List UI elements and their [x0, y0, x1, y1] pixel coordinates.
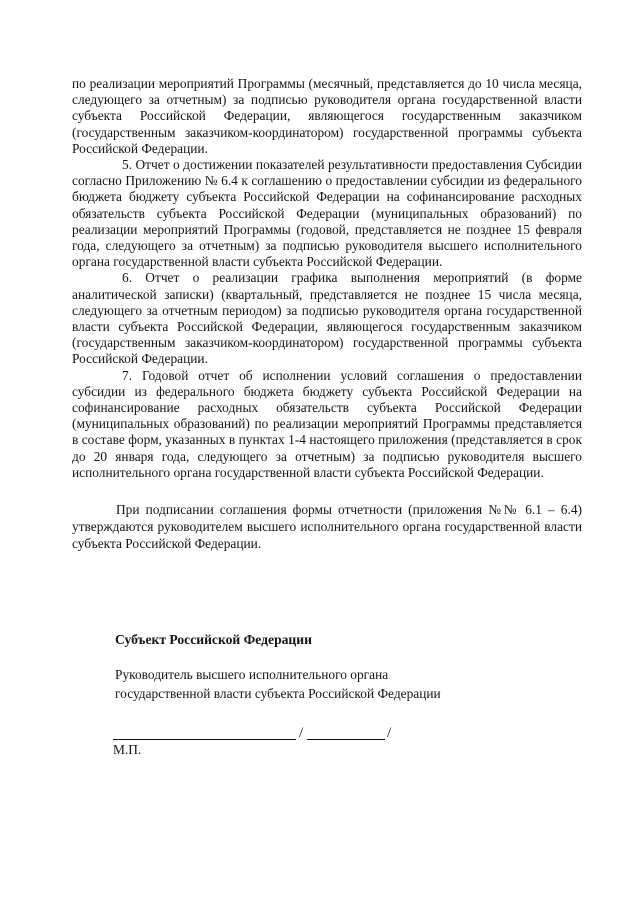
- signatory-title-line-1: Руководитель высшего исполнительного органа: [115, 667, 389, 682]
- approval-note: При подписании соглашения формы отчетности (приложения №№ 6.1 – 6.4) утверждаются руководителем высшего исполнительного органа государственной власти субъекта Российской Федерации.: [72, 502, 582, 552]
- signatory-title-line-2: государственной власти субъекта Российской Федерации: [115, 686, 441, 701]
- paragraph-gap: [72, 481, 582, 501]
- item-5-paragraph: 5. Отчет о достижении показателей результативности предоставления Субсидии согласно Приложению № 6.4 к соглашению о предоставлении субсидии из федерального бюджета бюджету субъекта Российской Федерации на софинансирование расходных обязательств субъекта Российской Федерации (муниципальных образований) по реализации мероприятий Программы (годовой, представляется не позднее 15 февраля года, следующего за отчетным) за подписью руководителя высшего исполнительного органа государственной власти субъекта Российской Федерации.: [72, 157, 582, 270]
- item-7-paragraph: 7. Годовой отчет об исполнении условий соглашения о предоставлении субсидии из федерального бюджета бюджету субъекта Российской Федерации на софинансирование расходных обязательств субъекта Российской Федерации (муниципальных образований) по реализации мероприятий Программы представляется в составе форм, указанных в пунктах 1-4 настоящего приложения (представляется в срок до 20 января года, следующего за отчетным) за подписью руководителя высшего исполнительного органа государственной власти субъекта Российской Федерации.: [72, 367, 582, 480]
- name-decryption-line: [307, 739, 385, 740]
- signature-row: [113, 724, 413, 746]
- signature-closing-slash: /: [387, 725, 392, 741]
- document-body: [72, 76, 582, 552]
- subject-heading: Субъект Российской Федерации: [115, 632, 312, 647]
- signature-separator-slash: /: [299, 725, 304, 741]
- stamp-place-label: М.П.: [113, 742, 142, 757]
- item-6-paragraph: 6. Отчет о реализации графика выполнения мероприятий (в форме аналитической записки) (квартальный, представляется не позднее 15 числа месяца, следующего за отчетным периодом) за подписью руководителя органа государственной власти субъекта Российской Федерации, являющегося государственным заказчиком (государственным заказчиком-координатором) государственной программы субъекта Российской Федерации.: [72, 270, 582, 367]
- signature-line: [113, 739, 296, 740]
- continuation-paragraph: по реализации мероприятий Программы (месячный, представляется до 10 числа месяца, следующего за отчетным) за подписью руководителя органа государственной власти субъекта Российской Федерации, являющегося государственным заказчиком (государственным заказчиком-координатором) государственной программы субъекта Российской Федерации.: [72, 76, 582, 156]
